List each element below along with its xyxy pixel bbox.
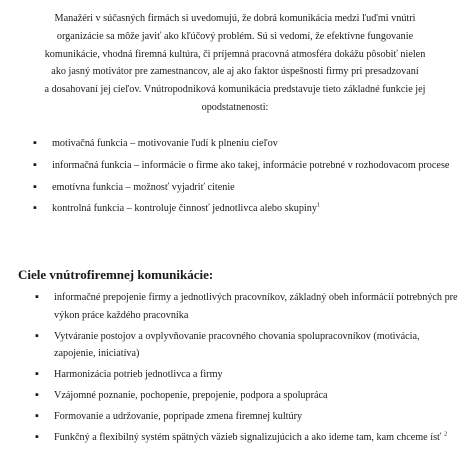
intro-line: a dosahovaní jej cieľov. Vnútropodniková komunikácia predstavuje tieto základné funkcie jej <box>44 84 426 96</box>
goals-list <box>35 289 458 449</box>
bullet-icon: ▪ <box>35 430 39 443</box>
list-item <box>35 408 458 426</box>
intro-line: ako jasný motivátor pre zamestnancov, ale aj ako faktor úspešnosti firmy pri presadzovaní <box>51 66 419 78</box>
list-item <box>35 366 458 384</box>
list-item <box>35 387 458 405</box>
functions-list <box>33 135 458 222</box>
list-item-text-content: Funkčný a flexibilný systém spätných väzieb signalizujúcich a ako ideme tam, kam chceme ísť <box>54 431 444 443</box>
bullet-icon: ▪ <box>35 329 39 342</box>
intro-line: komunikácie, vhodná firemná kultúra, či príjemná pracovná atmosféra dokážu pôsobiť nielen <box>44 48 426 60</box>
footnote-marker: 2 <box>443 430 448 438</box>
list-item-text <box>54 429 458 447</box>
bullet-icon: ▪ <box>33 158 37 171</box>
list-item-text: motivačná funkcia – motivovanie ľudí k plneniu cieľov <box>52 138 278 149</box>
intro-line: organizácie sa môže javiť ako kľúčový problém. Sú si vedomí, že efektívne fungovanie <box>56 30 414 42</box>
bullet-icon: ▪ <box>35 409 39 422</box>
list-item-text: emotívna funkcia – možnosť vyjadriť citenie <box>52 181 235 193</box>
list-item-text: Vytváranie postojov a ovplyvňovanie pracovného chovania spolupracovníkov (motivácia, zapojenie, iniciatíva) <box>54 330 420 360</box>
bullet-icon: ▪ <box>35 291 39 303</box>
list-item <box>33 135 458 153</box>
bullet-icon: ▪ <box>33 202 37 215</box>
list-item <box>33 200 458 218</box>
list-item <box>33 157 458 175</box>
intro-line: Manažéri v súčasných firmách si uvedomujú, že dobrá komunikácia medzi ľuďmi vnútri <box>54 13 416 24</box>
bullet-icon: ▪ <box>33 137 37 149</box>
list-item-text: informačná funkcia – informácie o firme ako takej, informácie potrebné v rozhodovacom procese <box>52 159 450 171</box>
list-item <box>35 429 458 447</box>
list-item-text: Vzájomné poznanie, pochopenie, prepojenie, podpora a spolupráca <box>54 389 328 401</box>
section-heading: Ciele vnútrofiremnej komunikácie: <box>18 267 214 282</box>
list-item <box>33 179 458 197</box>
footnote-marker: 1 <box>316 202 321 209</box>
intro-paragraph <box>14 10 456 117</box>
list-item <box>35 328 458 364</box>
list-item <box>35 289 458 325</box>
list-item-text: kontrolná funkcia – kontroluje činnosť jednotlivca alebo skupiny <box>52 203 317 215</box>
bullet-icon: ▪ <box>33 180 37 193</box>
bullet-icon: ▪ <box>35 388 39 401</box>
intro-line: opodstatnenosti: <box>201 101 269 113</box>
list-item-text: Harmonizácia potrieb jednotlivca a firmy <box>54 369 223 381</box>
list-item-text: informačné prepojenie firmy a jednotlivých pracovníkov, základný obeh informácií potrebných pre výkon práce každého pracovníka <box>54 292 458 321</box>
list-item-text: Formovanie a udržovanie, poprípade zmena firemnej kultúry <box>54 410 303 422</box>
bullet-icon: ▪ <box>35 368 39 381</box>
